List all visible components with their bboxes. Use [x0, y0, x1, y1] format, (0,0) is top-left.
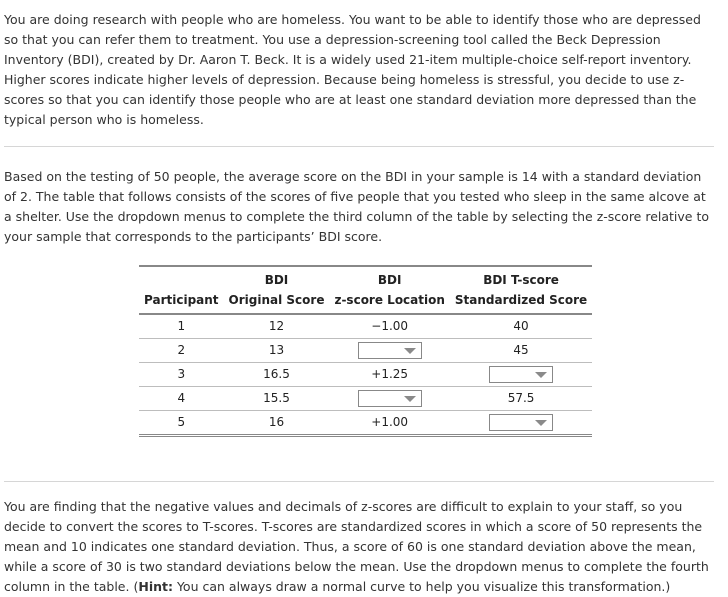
z-score-dropdown[interactable] — [358, 342, 422, 359]
t-score-dropdown[interactable] — [489, 366, 553, 383]
chevron-down-icon — [404, 348, 416, 354]
header-row-bottom — [139, 290, 592, 314]
participant-cell: 5 — [139, 411, 224, 436]
z-score-cell: +1.00 — [329, 411, 449, 436]
instructions-paragraph: Based on the testing of 50 people, the average score on the BDI in your sample is 14 with a standard deviation of 2. The table that follows consists of the scores of five people that you tested who sleep in the same alcove at a shelter. Use the dropdown menus to complete the third column of the table by selecting the z-score relative to your sample that corresponds to the participants’ BDI score. — [4, 169, 710, 244]
z-score-cell — [329, 339, 449, 363]
table-row — [139, 387, 592, 411]
z-score-cell: −1.00 — [329, 314, 449, 339]
chevron-down-icon — [535, 372, 547, 378]
bdi-table — [139, 265, 592, 437]
header-top-t: BDI T-score — [450, 266, 592, 290]
hint-open: ( — [133, 579, 139, 594]
followup-paragraph — [4, 481, 714, 597]
header-top-participant — [139, 266, 224, 290]
participant-cell: 4 — [139, 387, 224, 411]
t-score-cell: 57.5 — [450, 387, 592, 411]
header-z-score: z-score Location — [329, 290, 449, 314]
chevron-down-icon — [535, 420, 547, 426]
original-score-cell: 16 — [224, 411, 330, 436]
t-score-cell — [450, 411, 592, 436]
t-score-dropdown[interactable] — [489, 414, 553, 431]
t-score-cell — [450, 363, 592, 387]
intro-paragraph: You are doing research with people who are homeless. You want to be able to identify those who are depressed so that you can refer them to treatment. You use a depression-screening tool called the Beck Depression Inventory (BDI), created by Dr. Aaron T. Beck. It is a widely used 21-item multiple-choice self-report inventory. Higher scores indicate higher levels of depression. Because being homeless is stressful, you decide to use z-scores so that you can identify those people who are at least one standard deviation more depressed than the typical person who is homeless. — [4, 10, 714, 147]
table-row — [139, 363, 592, 387]
header-participant: Participant — [139, 290, 224, 314]
original-score-cell: 15.5 — [224, 387, 330, 411]
z-score-cell — [329, 387, 449, 411]
table-row — [139, 411, 592, 436]
original-score-cell: 12 — [224, 314, 330, 339]
chevron-down-icon — [404, 396, 416, 402]
hint-text: You can always draw a normal curve to help you visualize this transformation.) — [172, 579, 671, 594]
hint-label: Hint: — [138, 579, 173, 594]
participant-cell: 2 — [139, 339, 224, 363]
header-top-original: BDI — [224, 266, 330, 290]
t-score-cell: 40 — [450, 314, 592, 339]
z-score-dropdown[interactable] — [358, 390, 422, 407]
table-row — [139, 339, 592, 363]
t-score-cell: 45 — [450, 339, 592, 363]
header-top-z: BDI — [329, 266, 449, 290]
participant-cell: 3 — [139, 363, 224, 387]
header-t-score: Standardized Score — [450, 290, 592, 314]
z-score-cell: +1.25 — [329, 363, 449, 387]
participant-cell: 1 — [139, 314, 224, 339]
original-score-cell: 13 — [224, 339, 330, 363]
original-score-cell: 16.5 — [224, 363, 330, 387]
header-original-score: Original Score — [224, 290, 330, 314]
table-row — [139, 314, 592, 339]
header-row-top — [139, 266, 592, 290]
followup-text: You are finding that the negative values and decimals of z-scores are difficult to explain to your staff, so you decide to convert the scores to T-scores. T-scores are standardized scores in which a score of 50 represents the mean and 10 indicates one standard deviation. Thus, a score of 60 is one standard deviation above the mean, while a score of 30 is two standard deviations below the mean. Use the dropdown menus to complete the fourth column in the table. — [4, 499, 709, 594]
